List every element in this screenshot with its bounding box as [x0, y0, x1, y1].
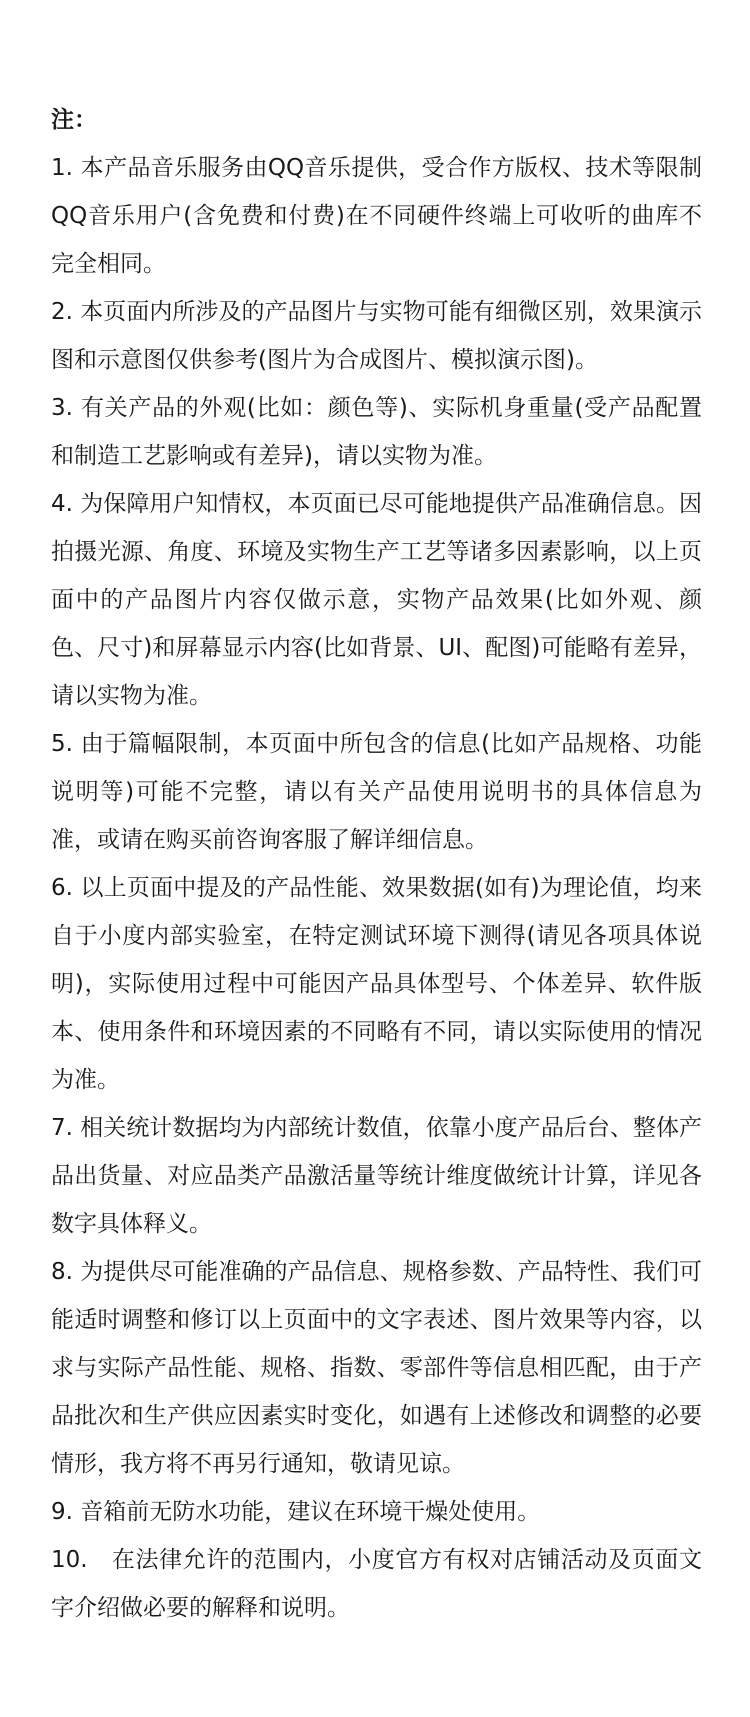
note-item-1: 1. 本产品音乐服务由QQ音乐提供，受合作方版权、技术等限制QQ音乐用户(含免费和付费)在不同硬件终端上可收听的曲库不完全相同。	[51, 155, 702, 277]
note-item-2: 2. 本页面内所涉及的产品图片与实物可能有细微区别，效果演示图和示意图仅供参考(图片为合成图片、模拟演示图)。	[51, 299, 702, 373]
note-item-8: 8. 为提供尽可能准确的产品信息、规格参数、产品特性、我们可能适时调整和修订以上页面中的文字表述、图片效果等内容，以求与实际产品性能、规格、指数、零部件等信息相匹配，由于产品批次和生产供应因素实时变化，如遇有上述修改和调整的必要情形，我方将不再另行通知，敬请见谅。	[51, 1259, 702, 1477]
note-item-9: 9. 音箱前无防水功能，建议在环境干燥处使用。	[51, 1499, 541, 1525]
note-item-10: 10. 在法律允许的范围内，小度官方有权对店铺活动及页面文字介绍做必要的解释和说明。	[51, 1547, 702, 1621]
note-item-7: 7. 相关统计数据均为内部统计数值，依靠小度产品后台、整体产品出货量、对应品类产品激活量等统计维度做统计计算，详见各数字具体释义。	[51, 1115, 702, 1237]
note-item-4: 4. 为保障用户知情权，本页面已尽可能地提供产品准确信息。因拍摄光源、角度、环境及实物生产工艺等诸多因素影响，以上页面中的产品图片内容仅做示意，实物产品效果(比如外观、颜色、尺寸)和屏幕显示内容(比如背景、UI、配图)可能略有差异，请以实物为准。	[51, 491, 702, 709]
note-item-6: 6. 以上页面中提及的产品性能、效果数据(如有)为理论值，均来自于小度内部实验室，在特定测试环境下测得(请见各项具体说明)，实际使用过程中可能因产品具体型号、个体差异、软件版本、使用条件和环境因素的不同略有不同，请以实际使用的情况为准。	[51, 875, 702, 1093]
note-item-3: 3. 有关产品的外观(比如：颜色等)、实际机身重量(受产品配置和制造工艺影响或有差异)，请以实物为准。	[51, 395, 702, 469]
notes-heading: 注：	[51, 107, 97, 133]
note-item-5: 5. 由于篇幅限制，本页面中所包含的信息(比如产品规格、功能说明等)可能不完整，请以有关产品使用说明书的具体信息为准，或请在购买前咨询客服了解详细信息。	[51, 731, 702, 853]
